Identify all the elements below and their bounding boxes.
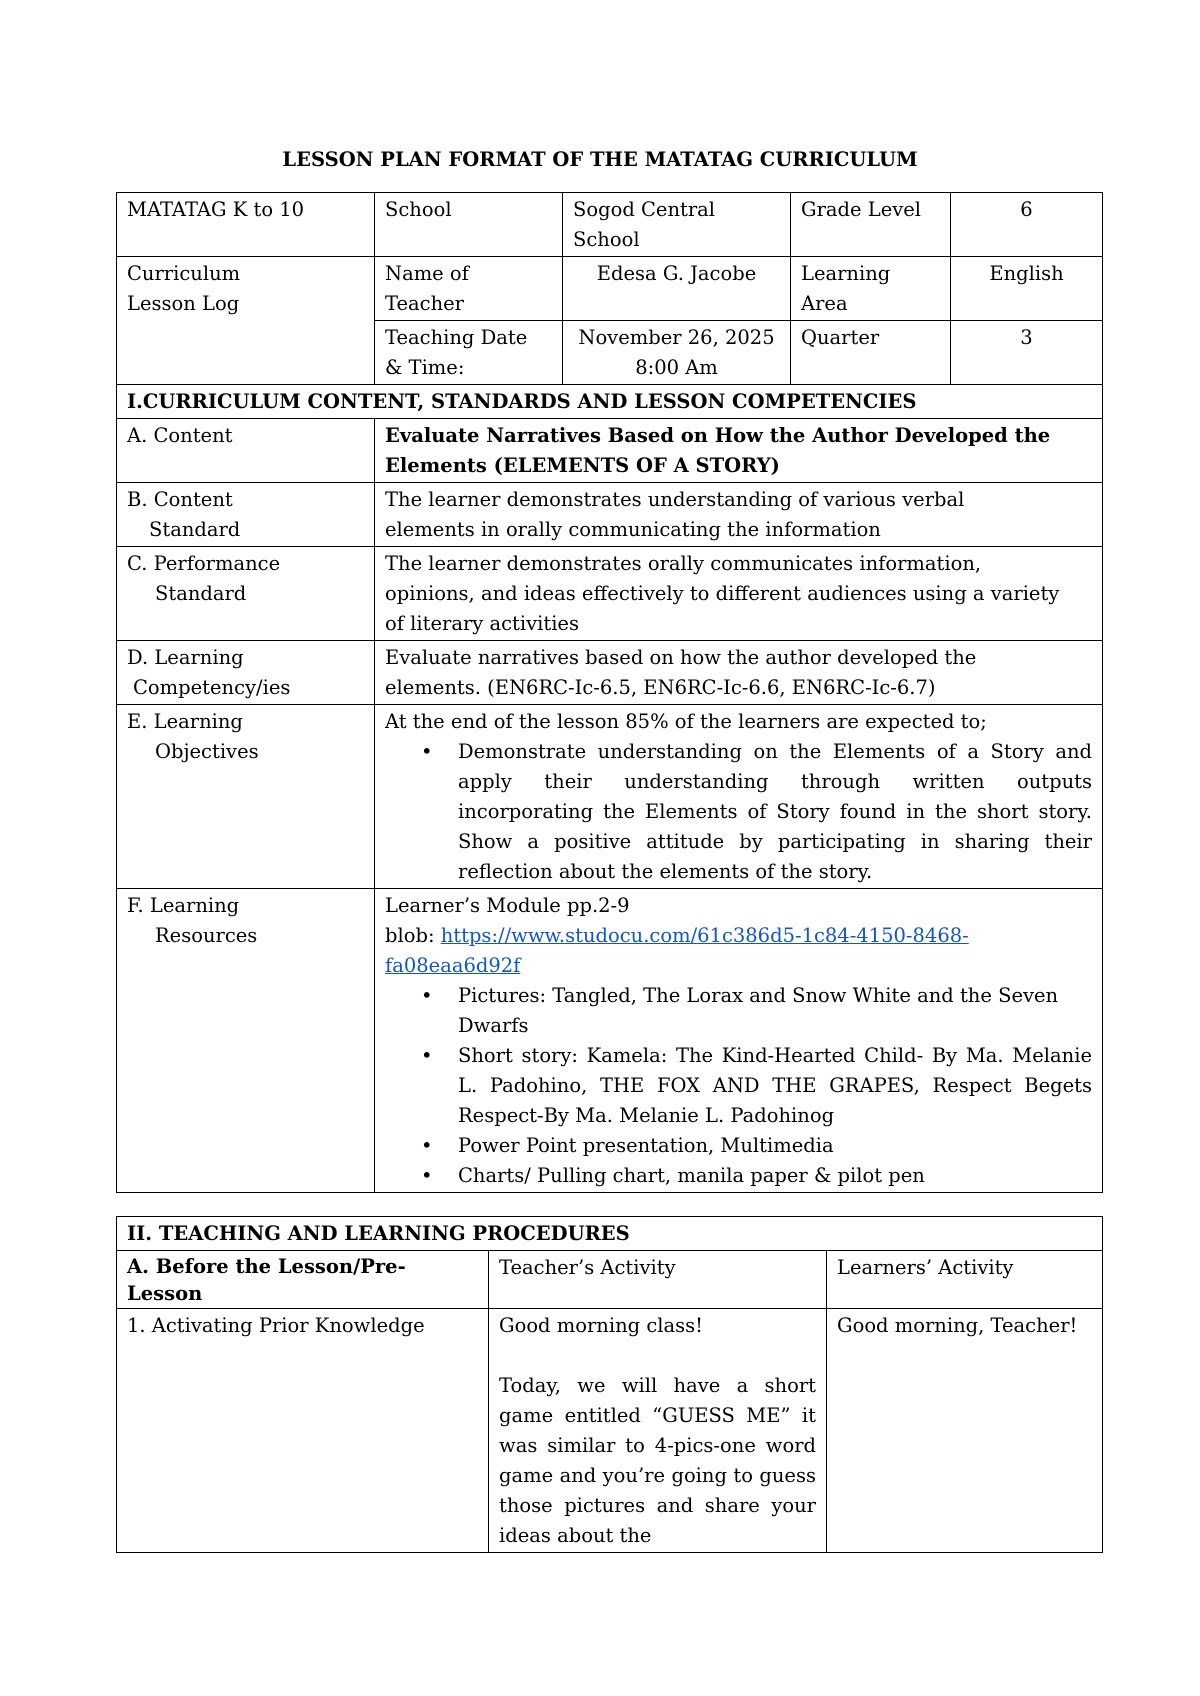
performance-standard-value: The learner demonstrates orally communicates information, opinions, and ideas effectively to different audiences using a variety of literary activities [375,547,1103,641]
learning-resources-value: Learner’s Module pp.2-9 blob: https://www.studocu.com/61c386d5-1c84-4150-8468-fa08eaa6d92f • Pictures: Tangled, The Lorax and Snow White and the Seven Dwarfs • Short story: Kamela: The Kind-Hearted Child- By Ma. Melanie L. Padohino, THE FOX AND THE GRAPES, Respect Begets Respect-By Ma. Melanie L. Padohinog • Power Point presentation, Multimedia • Charts/ Pulling chart, manila paper & pilot pen [375,889,1103,1193]
lesson-header-table [116,192,1103,1193]
matatag-label: MATATAG K to 10 [117,193,375,257]
teacher-name-value: Edesa G. Jacobe [563,257,791,321]
list-item: • Pictures: Tangled, The Lorax and Snow White and the Seven Dwarfs [421,984,1059,1037]
list-item: • Short story: Kamela: The Kind-Hearted Child- By Ma. Melanie L. Padohino, THE FOX AND THE GRAPES, Respect Begets Respect-By Ma. Melanie L. Padohinog [421,1044,1092,1127]
teaching-date-label: Teaching Date & Time: [375,321,563,385]
school-value: Sogod Central School [563,193,791,257]
learning-objectives-label: E. Learning Objectives [117,705,375,889]
teacher-name-label: Name of Teacher [375,257,563,321]
learner-activity-header: Learners’ Activity [827,1251,1103,1309]
list-item: • Charts/ Pulling chart, manila paper & pilot pen [421,1164,925,1187]
teaching-date-value: November 26, 2025 8:00 Am [563,321,791,385]
curriculum-lesson-log-label: Curriculum Lesson Log [117,257,375,385]
procedures-table [116,1216,1103,1553]
learning-area-value: English [951,257,1103,321]
before-lesson-label: A. Before the Lesson/Pre-Lesson [117,1251,489,1309]
school-label: School [375,193,563,257]
learning-competency-value: Evaluate narratives based on how the author developed the elements. (EN6RC-Ic-6.5, EN6RC-Ic-6.6, EN6RC-Ic-6.7) [375,641,1103,705]
teacher-activity-cell: Good morning class! Today, we will have a short game entitled “GUESS ME” it was similar to 4-pics-one word game and you’re going to guess those pictures and share your ideas about the [489,1309,827,1553]
teacher-activity-header: Teacher’s Activity [489,1251,827,1309]
page-title: LESSON PLAN FORMAT OF THE MATATAG CURRICULUM [282,148,918,171]
content-standard-label: B. Content Standard [117,483,375,547]
learning-resources-label: F. Learning Resources [117,889,375,1193]
section1-heading: I.CURRICULUM CONTENT, STANDARDS AND LESSON COMPETENCIES [117,385,1103,419]
quarter-label: Quarter [791,321,951,385]
section2-heading: II. TEACHING AND LEARNING PROCEDURES [117,1217,1103,1251]
list-item: • Power Point presentation, Multimedia [421,1134,834,1157]
learning-objectives-value: At the end of the lesson 85% of the learners are expected to; • Demonstrate understanding on the Elements of a Story and apply their understanding through written outputs incorporating the Elements of Story found in the short story. Show a positive attitude by participating in sharing their reflection about the elements of the story. [375,705,1103,889]
studocu-link[interactable]: https://www.studocu.com/61c386d5-1c84-4150-8468-fa08eaa6d92f [385,924,969,977]
content-label: A. Content [117,419,375,483]
learning-competency-label: D. Learning Competency/ies [117,641,375,705]
learner-activity-cell: Good morning, Teacher! [827,1309,1103,1553]
grade-level-label: Grade Level [791,193,951,257]
content-standard-value: The learner demonstrates understanding of various verbal elements in orally communicating the information [375,483,1103,547]
learning-area-label: Learning Area [791,257,951,321]
grade-level-value: 6 [951,193,1103,257]
activating-prior-knowledge-label: 1. Activating Prior Knowledge [117,1309,489,1553]
quarter-value: 3 [951,321,1103,385]
list-item: • Demonstrate understanding on the Elements of a Story and apply their understanding through written outputs incorporating the Elements of Story found in the short story. Show a positive attitude by participating in sharing their reflection about the elements of the story. [421,740,1092,883]
content-value: Evaluate Narratives Based on How the Author Developed the Elements (ELEMENTS OF A STORY) [375,419,1103,483]
performance-standard-label: C. Performance Standard [117,547,375,641]
